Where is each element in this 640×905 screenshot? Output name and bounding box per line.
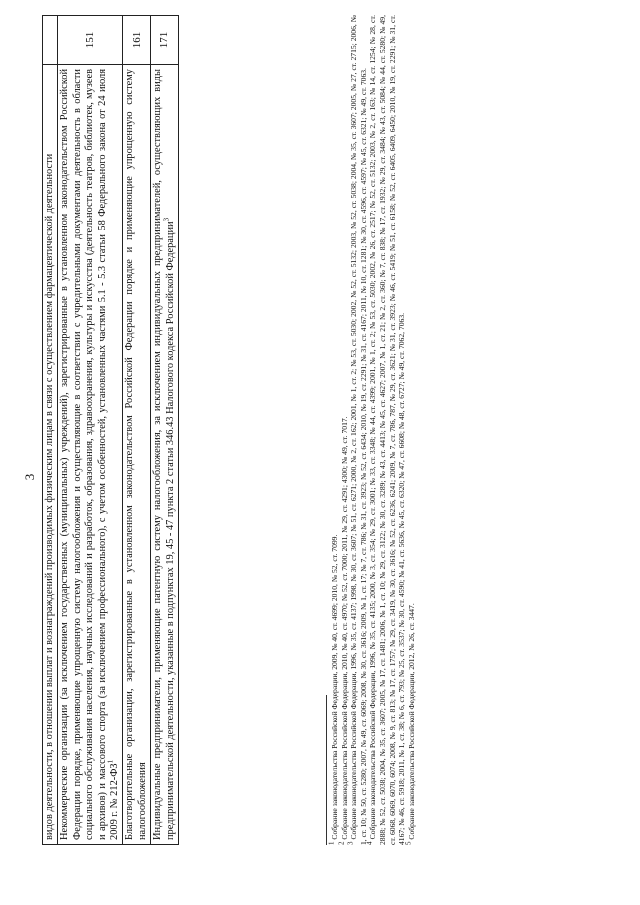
row-code: 161 (123, 16, 151, 65)
table-row (43, 16, 58, 845)
footnote-text: Собрание законодательства Российской Федерации, 2012, № 26, ст. 3447. (406, 603, 416, 840)
row-code: 151 (58, 16, 123, 65)
footnote-mark: 3 (346, 841, 355, 845)
footnote-mark: 1 (327, 841, 336, 845)
footnote-mark: 5 (404, 841, 413, 845)
rate-codes-table (42, 15, 179, 845)
footnote (404, 15, 417, 845)
row-description (151, 65, 179, 845)
footnote (365, 15, 407, 845)
footnote (346, 15, 368, 845)
table-row (58, 16, 123, 845)
footnote-ref: 3 (162, 217, 171, 222)
row-code (43, 16, 58, 65)
footnotes (327, 15, 416, 845)
table-row (123, 16, 151, 845)
footnote-text: Собрание законодательства Российской Федерации, 1996, № 35, ст. 4135; 2000, № 3, ст. 354; № 29, ст. 3001; № 33, ст. 3348; № 44, ст. 4399; 2001, № 1, ст. 2; № 53, ст. 5030; 2002, № 26, ст. 2517; № 52, ст. 5132; 2003, № 2, ст. 163; № 14, ст. 1254; № 28, ст. 2888; № 52, ст. 5038; 2004, № 35, ст. 3607; 2005, № 17, ст. 1481; 2006, № 1, ст. 10; № 29, ст. 3122; № 30, ст. 3289; № 43, ст. 4413; № 45, ст. 4627; 2007, № 1, ст. 21; № 2, ст. 360; № 7, ст. 838; № 17, ст. 1932; № 29, ст. 3484; № 43, ст. 5084; № 44, ст. 5280; № 49, ст. 6068, 6069, 6070, 6074; 2008, № 9, ст. 813; № 17, ст. 1757; № 29, ст. 3419, № 30, ст. 3616; № 52, ст. 6236, 6241; 2009, № 7, ст. 786, 787, № 29, ст. 3621; № 31, ст. 3923; № 46, ст. 5419; № 51, ст. 6158; № 52, ст. 6405, 6409, 6450; 2010, № 19, ст. 2291; № 31, ст. 4167; № 46, ст. 5918; 2011, № 1, ст. 38; № 6, ст. 793; № 25, ст. 3537; № 30, ст. 4590; № 41, ст. 5636, № 45, ст. 6320; № 47, ст. 6608; № 48, ст. 6727; № 49, ст. 7062, 7063. (368, 15, 407, 845)
row-description (58, 65, 123, 845)
footnote-divider (326, 695, 327, 845)
row-description: видов деятельности, в отношении выплат и вознаграждений производимых физическим лицам в связи с осуществлением фармацевтической деятельности (43, 65, 58, 845)
footnote-text: Собрание законодательства Российской Федерации, 1996, № 35, ст. 4137; 1998, № 30, ст. 3607; № 51, ст. 6271; 2000, № 2, ст. 162; 2001, № 1, ст. 2; № 53, ст. 5030; 2002, № 52, ст. 5132; 2003, № 52, ст. 5038; 2004, № 35, ст. 3607; 2005, № 27, ст. 2715; 2006, № 1, ст. 10; № 50, ст. 5280; 2007, № 49, ст. 6069; 2008, № 30, ст. 3616; 2009, № 1, ст. 17; № 7, ст. 786; № 31, ст. 3923; № 52, ст. 6434; 2010, № 19, ст. 2291; № 31, ст. 4167; 2011, № 10, ст. 1281; № 30, ст. 4596, ст. 4597; № 45, ст. 6321; № 49, ст. 7063. (349, 15, 368, 845)
row-description: Благотворительные организации, зарегистрированные в установленном законодательством Российской Федерации порядке и применяющие упрощенную систему налогообложения (123, 65, 151, 845)
footnote-text: Собрание законодательства Российской Федерации, 2009, № 40, ст. 4699; 2010, № 52, ст. 7099. (330, 534, 339, 840)
row-description-text: Индивидуальные предприниматели, применяющие патентную систему налогообложения, за исключением индивидуальных предпринимателей, осуществляющих виды предпринимательской деятельности, указанные в подпунктах 19, 45 - 47 пункта 2 статьи 346.43 Налогового кодекса Российской Федерации (152, 69, 176, 840)
footnote (327, 15, 340, 845)
footnote-mark: 4 (365, 841, 374, 845)
page-number: 3 (22, 473, 37, 481)
footnote-mark: 2 (337, 841, 346, 845)
row-code: 171 (151, 16, 179, 65)
table-row (151, 16, 179, 845)
row-description-text: Некоммерческие организации (за исключением государственных (муниципальных) учреждений), зарегистрированные в установленном законодательством Российской Федерации порядке, применяющие упрощенную систему налогообложения и осуществляющие в соответствии с учредительными документами деятельность в области социального обслуживания населения, научных исследований и разработок, образования, здравоохранения, культуры и искусства (деятельность театров, библиотек, музеев и архивов) и массового спорта (за исключением профессионального), с учетом особенностей, установленных частями 5.1 - 5.3 статьи 58 Федерального закона от 24 июля 2009 г. № 212-ФЗ (59, 69, 121, 840)
footnote-text: Собрание законодательства Российской Федерации, 2010, № 40, ст. 4970; № 52, ст. 7000; 2011, № 29, ст. 4291; 4300; № 49, ст. 7017. (339, 416, 349, 840)
footnote-ref: 1 (106, 759, 115, 764)
footnote (337, 15, 350, 845)
